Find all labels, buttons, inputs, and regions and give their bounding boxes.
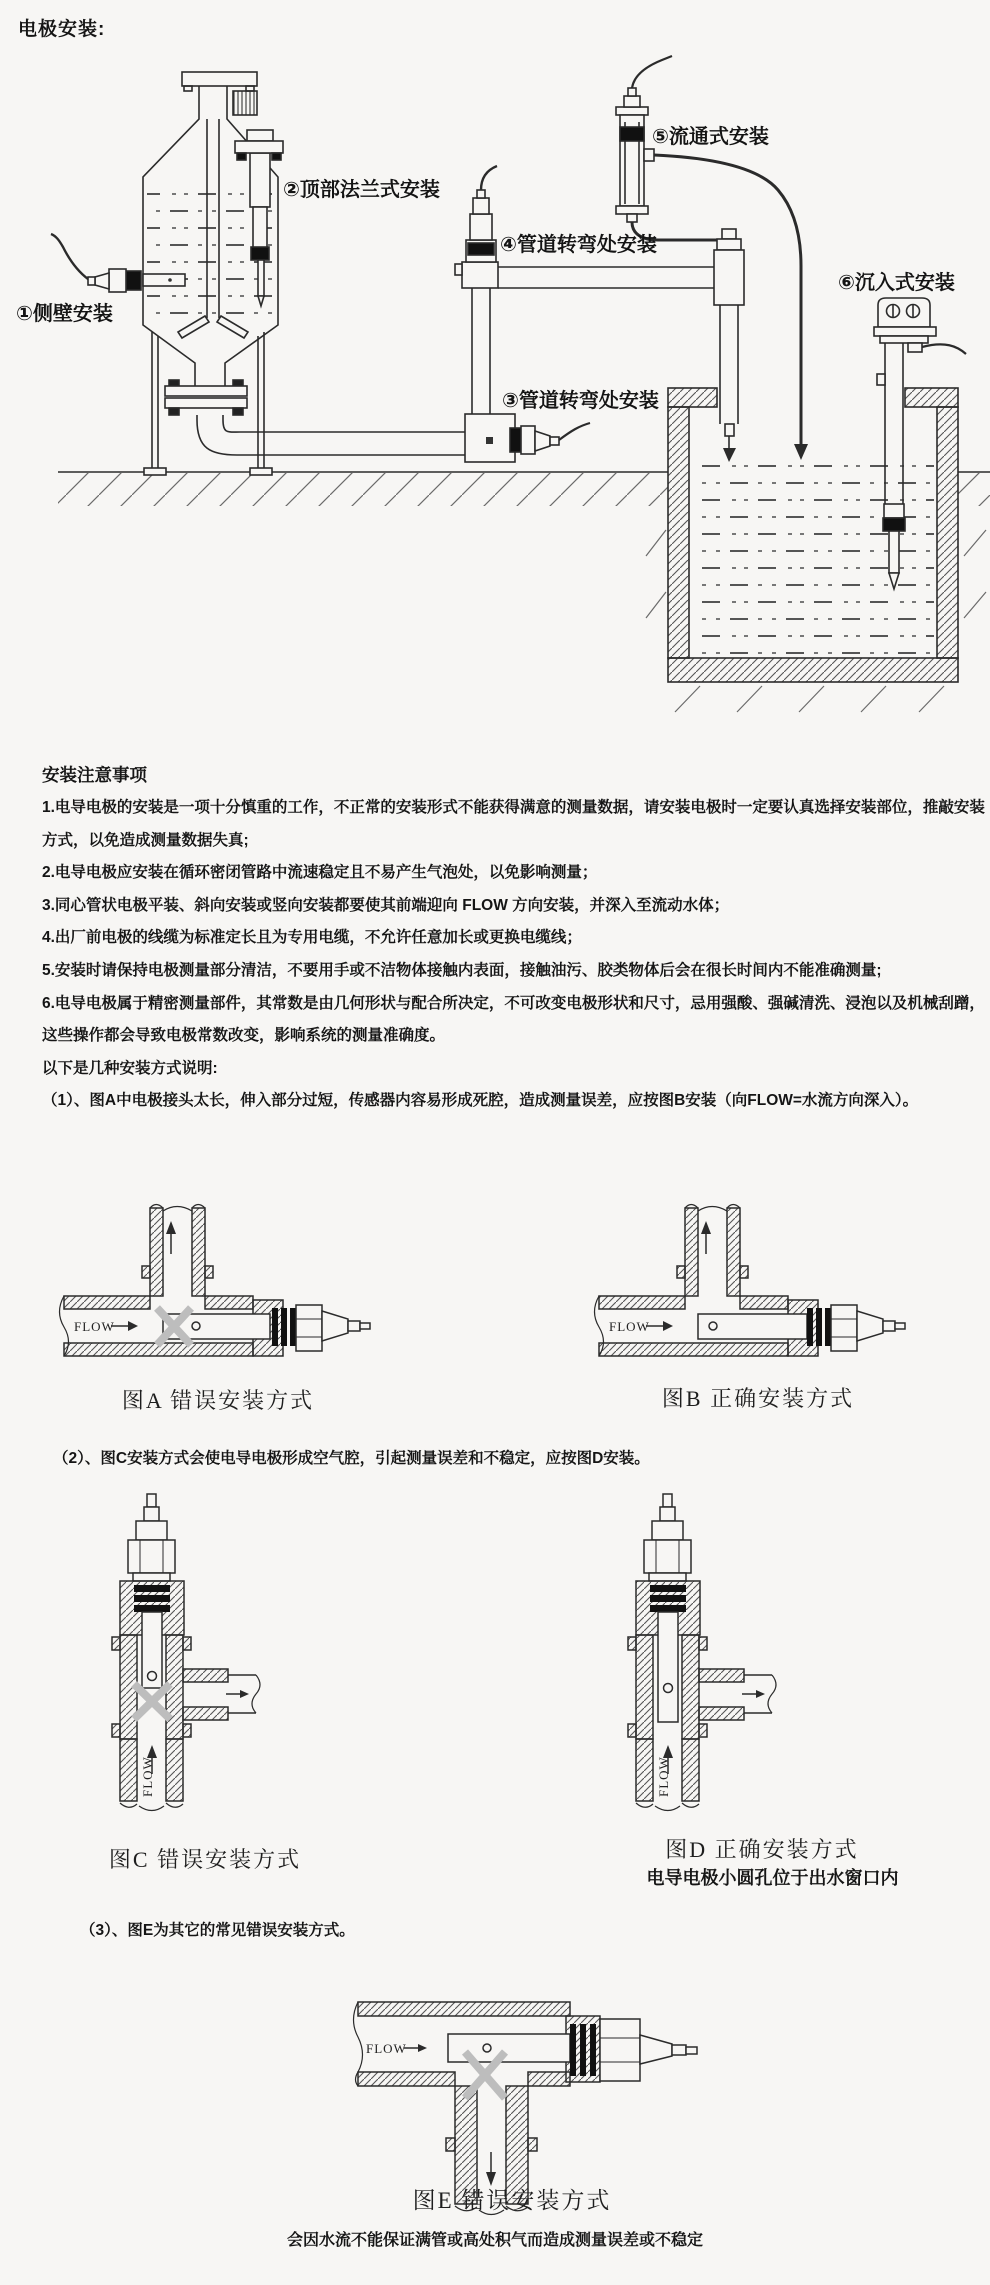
note-item: 5.安装时请保持电极测量部分清洁，不要用手或不洁物体接触内表面，接触油污、胶类物体后会在很长时间内不能准确测量; [42, 961, 882, 979]
label-pipe-bend-lower: ③管道转弯处安装 [502, 390, 659, 412]
label-pipe-bend-upper: ④管道转弯处安装 [500, 234, 657, 256]
figure-b-caption: 图B 正确安装方式 [661, 1386, 855, 1411]
figure-a-caption: 图A 错误安装方式 [121, 1388, 315, 1413]
method-1-text: （1）、图A中电极接头太长，伸入部分过短，传感器内容易形成死腔，造成测量误差，应按图B安装（向FLOW=水流方向深入）。 [42, 1092, 919, 1110]
label-top-flange: ②顶部法兰式安装 [283, 179, 440, 201]
page-title: 电极安装: [18, 19, 106, 40]
flow-label-c: FLOW [140, 1756, 155, 1797]
figure-d-caption-line2: 电导电极小圆孔位于出水窗口内 [646, 1868, 899, 1888]
flow-label-d: FLOW [656, 1756, 671, 1797]
methods-intro: 以下是几种安装方式说明: [42, 1059, 218, 1077]
flow-label-a: FLOW [74, 1319, 115, 1334]
label-side-wall: ①侧壁安装 [16, 303, 113, 325]
footer-note: 会因水流不能保证满管或高处积气而造成测量误差或不稳定 [286, 2232, 703, 2249]
note-item: 2.电导电极应安装在循环密闭管路中流速稳定且不易产生气泡处，以免影响测量； [42, 864, 598, 882]
figure-d-caption-line1: 图D 正确安装方式 [665, 1837, 859, 1862]
note-item: 6.电导电极属于精密测量部件，其常数是由几何形状与配合所决定，不可改变电极形状和尺寸，忌用强酸、强碱清洗、浸泡以及机械刮蹭，这些操作都会导致电极常数改变，影响系统的测量准确度。 [42, 994, 985, 1045]
flow-label-b: FLOW [609, 1319, 650, 1334]
note-item: 1.电导电极的安装是一项十分慎重的工作，不正常的安装形式不能获得满意的测量数据，请安装电极时一定要认真选择安装部位，推敲安装方式，以免造成测量数据失真; [42, 799, 985, 849]
figure-c-caption: 图C 错误安装方式 [108, 1847, 302, 1872]
note-item: 4.出厂前电极的线缆为标准定长且为专用电缆，不允许任意加长或更换电缆线； [42, 929, 582, 947]
label-flow-through: ⑤流通式安装 [652, 126, 769, 148]
figure-e-caption: 图E 错误安装方式 [412, 2188, 612, 2213]
label-submersion: ⑥沉入式安装 [838, 272, 955, 294]
method-2-text: （2）、图C安装方式会使电导电极形成空气腔，引起测量误差和不稳定，应按图D安装。 [53, 1450, 650, 1467]
method-3-text: （3）、图E为其它的常见错误安装方式。 [80, 1922, 355, 1939]
notes-heading: 安装注意事项 [42, 765, 147, 785]
flow-label-e: FLOW [366, 2041, 407, 2056]
note-item: 3.同心管状电极平装、斜向安装或竖向安装都要使其前端迎向 FLOW 方向安装，并深入至流动水体； [42, 896, 730, 914]
